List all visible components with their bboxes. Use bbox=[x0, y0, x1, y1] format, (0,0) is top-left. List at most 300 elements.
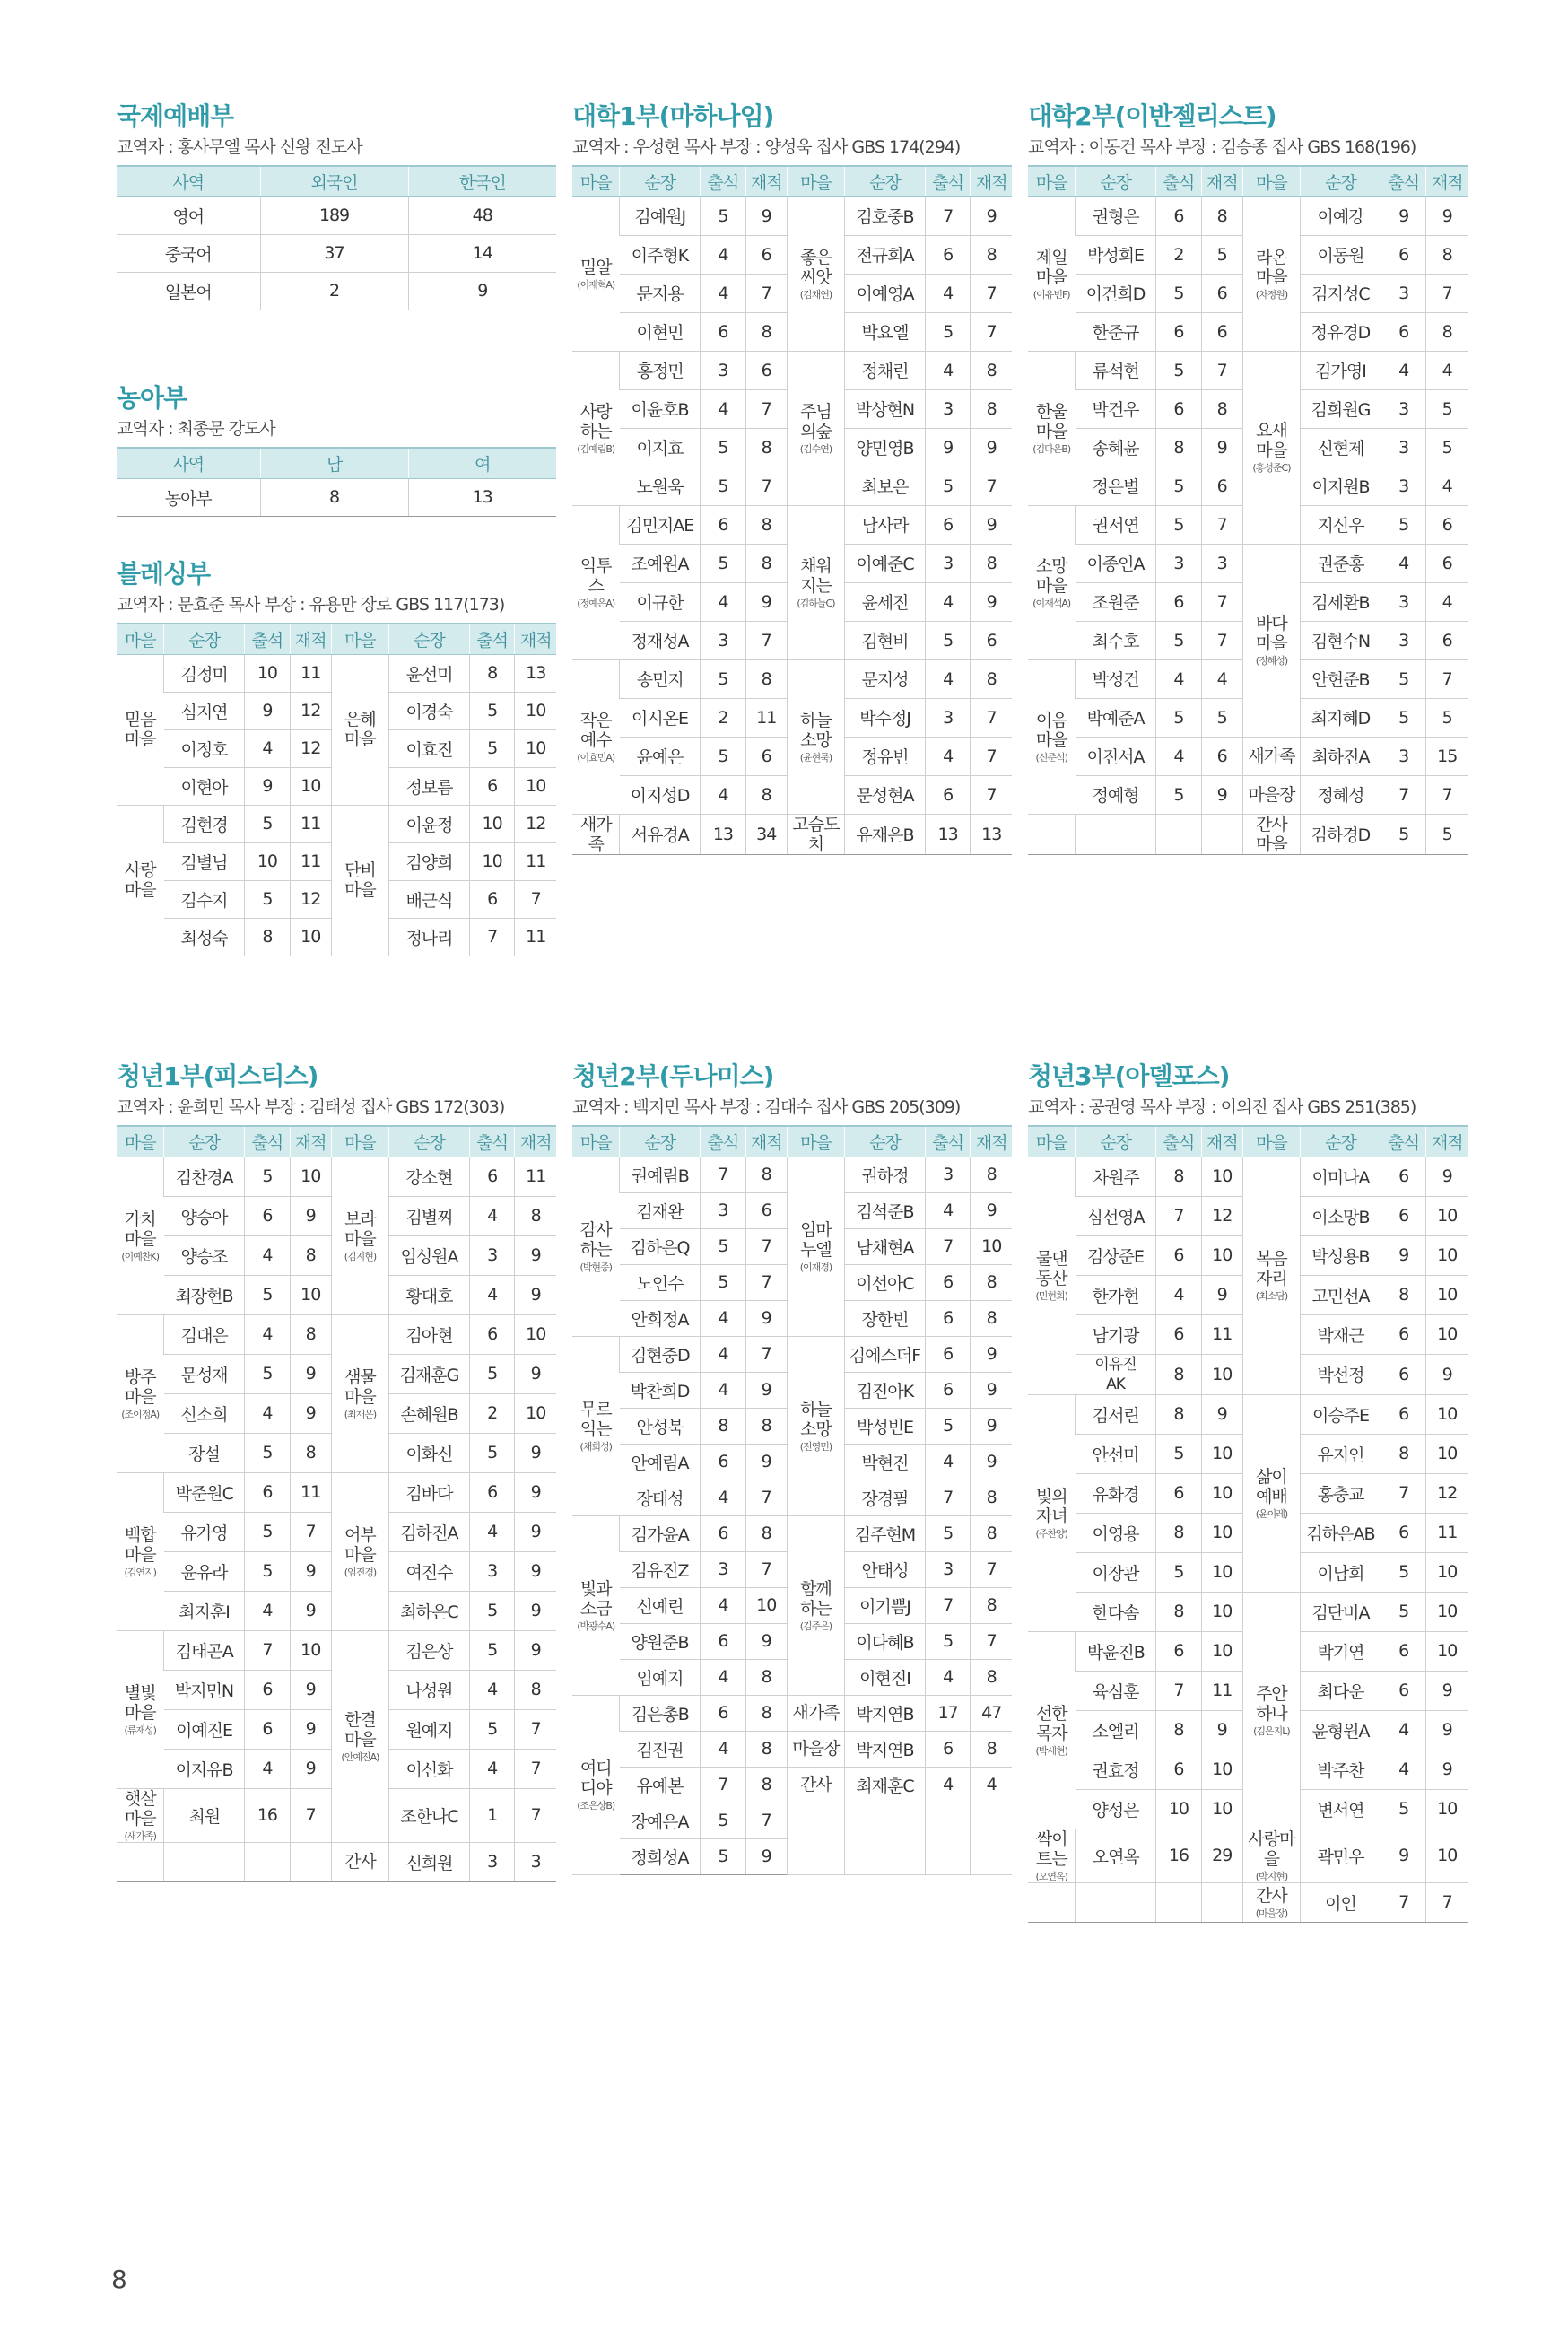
attendance-count: 6 bbox=[1381, 1394, 1426, 1434]
table-row bbox=[117, 1157, 556, 1196]
attendance-count: 4 bbox=[701, 775, 746, 814]
enrollment-count: 9 bbox=[1426, 196, 1468, 235]
column-header: 순장 bbox=[1076, 1126, 1156, 1157]
enrollment-count: 8 bbox=[745, 1731, 787, 1767]
leader-name: 장태성 bbox=[620, 1480, 701, 1515]
attendance-count: 8 bbox=[1381, 1434, 1426, 1473]
table-row bbox=[1028, 196, 1468, 235]
village-leader: (류재성) bbox=[124, 1724, 156, 1736]
enrollment-count: 7 bbox=[745, 1803, 787, 1838]
village-name: 소망 마을 bbox=[1035, 555, 1067, 596]
attendance-count: 4 bbox=[925, 659, 971, 698]
leader-name: 송민지 bbox=[620, 659, 701, 698]
village-name: 간사 bbox=[1256, 1885, 1287, 1906]
attendance-count: 5 bbox=[701, 1803, 746, 1838]
leader-name: 권서연 bbox=[1076, 505, 1156, 544]
village-cell bbox=[1028, 1631, 1076, 1829]
attendance-count: 5 bbox=[701, 659, 746, 698]
leader-name: 박성건 bbox=[1076, 659, 1156, 698]
enrollment-count: 9 bbox=[290, 1354, 331, 1393]
table-row bbox=[572, 1336, 1012, 1372]
attendance-count: 6 bbox=[469, 1472, 515, 1512]
univ1-section bbox=[572, 99, 1012, 855]
enrollment-count: 8 bbox=[745, 1408, 787, 1444]
column-header: 출석 bbox=[1156, 166, 1202, 196]
leader-name: 양원준B bbox=[620, 1623, 701, 1659]
attendance-count: 4 bbox=[245, 1591, 291, 1630]
enrollment-count: 8 bbox=[745, 1695, 787, 1731]
leader-name: 김서린 bbox=[1076, 1394, 1156, 1434]
enrollment-count: 10 bbox=[515, 729, 556, 767]
attendance-count: 4 bbox=[925, 737, 971, 775]
attendance-count: 8 bbox=[245, 918, 291, 956]
leader-name: 박요엘 bbox=[845, 312, 926, 351]
leader-name: 이현진I bbox=[845, 1659, 926, 1695]
column-header: 순장 bbox=[620, 1126, 701, 1157]
leader-name: 안성북 bbox=[620, 1408, 701, 1444]
leader-name: 이예강 bbox=[1301, 196, 1381, 235]
enrollment-count: 7 bbox=[745, 621, 787, 659]
univ1-table bbox=[572, 165, 1012, 855]
enrollment-count: 10 bbox=[1426, 1394, 1468, 1434]
leader-name: 조한나C bbox=[389, 1788, 470, 1842]
attendance-count: 5 bbox=[1156, 698, 1202, 737]
village-name: 라온 마을 bbox=[1256, 247, 1287, 287]
village-cell bbox=[331, 1314, 388, 1472]
village-cell bbox=[572, 1157, 620, 1336]
empty-cell bbox=[1156, 1882, 1202, 1922]
village-cell bbox=[117, 1472, 164, 1630]
enrollment-count: 9 bbox=[1201, 428, 1242, 467]
attendance-count: 5 bbox=[925, 621, 971, 659]
village-cell bbox=[572, 505, 620, 659]
leader-name: 박윤진B bbox=[1076, 1631, 1156, 1671]
attendance-count: 6 bbox=[701, 312, 746, 351]
attendance-count: 4 bbox=[701, 1336, 746, 1372]
section-title: 청년2부(두나미스) bbox=[572, 1061, 774, 1091]
leader-name: 윤형원A bbox=[1301, 1710, 1381, 1750]
enrollment-count: 9 bbox=[515, 1433, 556, 1472]
village-cell bbox=[117, 1314, 164, 1472]
enrollment-count: 10 bbox=[1426, 1829, 1468, 1882]
village-name: 간사 bbox=[800, 1775, 832, 1794]
village-leader: (김주은) bbox=[799, 1619, 832, 1632]
village-leader: (조이정A) bbox=[121, 1408, 160, 1420]
leader-name: 문성재 bbox=[164, 1354, 245, 1393]
attendance-count: 5 bbox=[1381, 814, 1426, 854]
enrollment-count: 7 bbox=[1201, 582, 1242, 621]
attendance-count: 10 bbox=[1156, 1789, 1202, 1829]
village-cell bbox=[117, 805, 164, 956]
attendance-count: 8 bbox=[469, 654, 515, 692]
attendance-count: 5 bbox=[1156, 775, 1202, 814]
enrollment-count: 8 bbox=[745, 1515, 787, 1551]
attendance-count: 3 bbox=[469, 1842, 515, 1881]
leader-name: 송혜윤 bbox=[1076, 428, 1156, 467]
village-cell bbox=[1028, 196, 1076, 351]
enrollment-count: 6 bbox=[745, 1192, 787, 1228]
leader-name: 김대은 bbox=[164, 1314, 245, 1354]
attendance-count: 8 bbox=[701, 1408, 746, 1444]
enrollment-count: 9 bbox=[290, 1749, 331, 1788]
leader-name: 이주형K bbox=[620, 235, 701, 274]
attendance-count: 6 bbox=[469, 880, 515, 918]
enrollment-count: 10 bbox=[515, 767, 556, 805]
village-leader: (최재은) bbox=[344, 1408, 377, 1420]
column-header: 마을 bbox=[1242, 1126, 1300, 1157]
section-subtitle: 교역자 : 문효준 목사 부장 : 유용만 장로 GBS 117(173) bbox=[117, 595, 505, 615]
attendance-count: 5 bbox=[925, 1623, 971, 1659]
village-name: 새가족 bbox=[1248, 746, 1295, 766]
leader-name: 김양희 bbox=[389, 842, 470, 880]
leader-name: 안현준B bbox=[1301, 659, 1381, 698]
column-header: 재적 bbox=[1201, 1126, 1242, 1157]
enrollment-count: 4 bbox=[1426, 351, 1468, 389]
leader-name: 박지연B bbox=[845, 1695, 926, 1731]
village-leader: (박지현) bbox=[1255, 1870, 1288, 1882]
youth3-table bbox=[1028, 1125, 1468, 1923]
village-cell bbox=[787, 505, 844, 659]
attendance-count: 13 bbox=[701, 814, 746, 854]
column-header: 재적 bbox=[745, 1126, 787, 1157]
village-name: 백합 마을 bbox=[124, 1524, 156, 1565]
leader-name: 이지성D bbox=[620, 775, 701, 814]
leader-name: 차원주 bbox=[1076, 1157, 1156, 1196]
leader-name: 이동원 bbox=[1301, 235, 1381, 274]
attendance-count: 8 bbox=[1156, 1354, 1202, 1394]
attendance-count: 1 bbox=[469, 1788, 515, 1842]
attendance-count: 4 bbox=[1381, 1710, 1426, 1750]
table-cell: 13 bbox=[408, 478, 556, 516]
attendance-count: 4 bbox=[701, 1659, 746, 1695]
enrollment-count: 10 bbox=[1201, 1473, 1242, 1513]
enrollment-count: 9 bbox=[515, 1591, 556, 1630]
section-title: 국제예배부 bbox=[117, 101, 234, 131]
enrollment-count: 8 bbox=[745, 659, 787, 698]
enrollment-count: 4 bbox=[971, 1767, 1012, 1803]
village-name: 빛과 소금 bbox=[579, 1578, 612, 1619]
enrollment-count: 9 bbox=[515, 1275, 556, 1314]
attendance-count: 3 bbox=[1381, 621, 1426, 659]
column-header: 출석 bbox=[701, 1126, 746, 1157]
enrollment-count: 10 bbox=[290, 767, 331, 805]
attendance-count: 7 bbox=[1381, 1882, 1426, 1922]
enrollment-count: 10 bbox=[515, 1393, 556, 1433]
section-subtitle: 교역자 : 이동건 목사 부장 : 김승종 집사 GBS 168(196) bbox=[1028, 137, 1416, 157]
village-leader: (전영민) bbox=[799, 1440, 832, 1453]
village-cell bbox=[117, 1788, 164, 1842]
leader-name: 최다운 bbox=[1301, 1671, 1381, 1710]
column-header: 출석 bbox=[245, 624, 291, 654]
leader-name: 이현아 bbox=[164, 767, 245, 805]
leader-name: 전규희A bbox=[845, 235, 926, 274]
attendance-count: 4 bbox=[245, 1749, 291, 1788]
leader-name: 류석현 bbox=[1076, 351, 1156, 389]
enrollment-count: 4 bbox=[1201, 659, 1242, 698]
village-cell bbox=[331, 654, 388, 805]
village-name: 보라 마을 bbox=[344, 1209, 376, 1249]
table-row bbox=[572, 1731, 1012, 1767]
enrollment-count: 9 bbox=[971, 582, 1012, 621]
attendance-count: 4 bbox=[1381, 1750, 1426, 1789]
leader-name: 홍충교 bbox=[1301, 1473, 1381, 1513]
leader-name: 변서연 bbox=[1301, 1789, 1381, 1829]
attendance-count: 8 bbox=[1156, 428, 1202, 467]
village-name: 은혜 마을 bbox=[344, 710, 376, 749]
attendance-count: 3 bbox=[925, 1551, 971, 1587]
leader-name: 김재훈G bbox=[389, 1354, 470, 1393]
enrollment-count: 8 bbox=[745, 1157, 787, 1192]
leader-name: 여진수 bbox=[389, 1551, 470, 1591]
leader-name: 유가영 bbox=[164, 1512, 245, 1551]
village-leader: (오연옥) bbox=[1035, 1870, 1067, 1882]
leader-name: 장예은A bbox=[620, 1803, 701, 1838]
column-header: 출석 bbox=[701, 166, 746, 196]
enrollment-count: 10 bbox=[290, 1275, 331, 1314]
enrollment-count: 8 bbox=[745, 428, 787, 467]
attendance-count: 5 bbox=[1381, 1789, 1426, 1829]
enrollment-count: 5 bbox=[1201, 698, 1242, 737]
table-cell: 농아부 bbox=[117, 478, 260, 516]
attendance-count: 3 bbox=[701, 1551, 746, 1587]
header-row bbox=[572, 1126, 1012, 1157]
attendance-count: 5 bbox=[1156, 505, 1202, 544]
leader-name: 장한빈 bbox=[845, 1300, 926, 1336]
attendance-count: 4 bbox=[701, 235, 746, 274]
enrollment-count: 8 bbox=[971, 659, 1012, 698]
village-name: 어부 마을 bbox=[344, 1524, 376, 1565]
enrollment-count: 47 bbox=[971, 1695, 1012, 1731]
leader-name: 김현비 bbox=[845, 621, 926, 659]
attendance-count: 16 bbox=[245, 1788, 291, 1842]
leader-name: 박건우 bbox=[1076, 389, 1156, 428]
village-name: 하늘 소망 bbox=[800, 710, 832, 750]
empty-cell bbox=[1076, 1882, 1156, 1922]
empty-cell bbox=[1028, 814, 1076, 854]
leader-name: 박지연B bbox=[845, 1731, 926, 1767]
enrollment-count: 12 bbox=[1201, 1196, 1242, 1235]
attendance-count: 2 bbox=[701, 698, 746, 737]
village-name: 햇살 마을 bbox=[124, 1788, 156, 1829]
leader-name: 양민영B bbox=[845, 428, 926, 467]
attendance-count: 8 bbox=[1156, 1157, 1202, 1196]
enrollment-count: 10 bbox=[1201, 1513, 1242, 1552]
table-row bbox=[572, 1803, 1012, 1838]
enrollment-count: 8 bbox=[971, 544, 1012, 582]
attendance-count: 6 bbox=[925, 1372, 971, 1408]
village-leader: (채희성) bbox=[579, 1440, 612, 1453]
enrollment-count: 10 bbox=[1426, 1314, 1468, 1354]
leader-name: 임예지 bbox=[620, 1659, 701, 1695]
column-header: 마을 bbox=[787, 166, 844, 196]
enrollment-count: 8 bbox=[745, 1659, 787, 1695]
village-leader: (임진경) bbox=[344, 1566, 377, 1578]
village-leader: (김수연) bbox=[799, 442, 832, 455]
header-row bbox=[117, 624, 556, 654]
leader-name: 정유경D bbox=[1301, 312, 1381, 351]
leader-name: 강소현 bbox=[389, 1157, 470, 1196]
leader-name: 김현수N bbox=[1301, 621, 1381, 659]
enrollment-count: 6 bbox=[745, 235, 787, 274]
deaf-section bbox=[117, 380, 556, 517]
attendance-count: 5 bbox=[701, 428, 746, 467]
enrollment-count: 10 bbox=[1426, 1235, 1468, 1275]
village-leader: (김연지) bbox=[124, 1566, 156, 1578]
enrollment-count: 10 bbox=[1201, 1354, 1242, 1394]
enrollment-count: 11 bbox=[1426, 1513, 1468, 1552]
leader-name: 윤예은 bbox=[620, 737, 701, 775]
leader-name: 이승주E bbox=[1301, 1394, 1381, 1434]
attendance-count: 6 bbox=[1381, 1631, 1426, 1671]
table-cell: 2 bbox=[260, 272, 408, 310]
leader-name: 김태곤A bbox=[164, 1630, 245, 1670]
univ2-table bbox=[1028, 165, 1468, 855]
leader-name: 안희정A bbox=[620, 1300, 701, 1336]
leader-name: 권효정 bbox=[1076, 1750, 1156, 1789]
enrollment-count: 9 bbox=[745, 1444, 787, 1480]
attendance-count: 7 bbox=[1156, 1671, 1202, 1710]
village-cell bbox=[787, 1731, 844, 1767]
village-name: 삶이 예배 bbox=[1256, 1466, 1287, 1506]
column-header: 마을 bbox=[572, 166, 620, 196]
enrollment-count: 9 bbox=[290, 1196, 331, 1235]
empty-cell bbox=[1156, 814, 1202, 854]
empty-cell bbox=[290, 1842, 331, 1881]
youth3-section bbox=[1028, 1059, 1468, 1923]
leader-name: 정은별 bbox=[1076, 467, 1156, 505]
column-header: 출석 bbox=[925, 1126, 971, 1157]
leader-name: 최보은 bbox=[845, 467, 926, 505]
column-header: 순장 bbox=[389, 624, 470, 654]
attendance-count: 5 bbox=[701, 196, 746, 235]
table-row bbox=[572, 1157, 1012, 1192]
enrollment-count: 4 bbox=[1426, 582, 1468, 621]
enrollment-count: 8 bbox=[971, 1515, 1012, 1551]
attendance-count: 7 bbox=[925, 196, 971, 235]
header-row bbox=[117, 448, 556, 478]
attendance-count: 6 bbox=[701, 1623, 746, 1659]
leader-name: 김찬경A bbox=[164, 1157, 245, 1196]
village-name: 여디 디야 bbox=[579, 1758, 612, 1798]
intl-table bbox=[117, 165, 556, 310]
section-subtitle: 교역자 : 윤희민 목사 부장 : 김태성 집사 GBS 172(303) bbox=[117, 1097, 505, 1117]
leader-name: 박지민N bbox=[164, 1670, 245, 1709]
village-cell bbox=[331, 805, 388, 956]
attendance-count: 5 bbox=[245, 1354, 291, 1393]
enrollment-count: 9 bbox=[1426, 1157, 1468, 1196]
leader-name: 김주현M bbox=[845, 1515, 926, 1551]
village-cell bbox=[331, 1472, 388, 1630]
village-name: 복음 자리 bbox=[1256, 1249, 1287, 1288]
header-row bbox=[1028, 166, 1468, 196]
enrollment-count: 6 bbox=[1201, 274, 1242, 312]
enrollment-count: 6 bbox=[1201, 312, 1242, 351]
table-row bbox=[117, 805, 556, 842]
attendance-count: 3 bbox=[1381, 428, 1426, 467]
leader-name: 이지효 bbox=[620, 428, 701, 467]
village-cell bbox=[1028, 1157, 1076, 1394]
leader-name: 김현경 bbox=[164, 805, 245, 842]
village-name: 새가족 bbox=[792, 1703, 840, 1723]
attendance-count: 5 bbox=[1381, 1592, 1426, 1631]
attendance-count: 3 bbox=[701, 621, 746, 659]
empty-cell bbox=[787, 1803, 844, 1874]
village-cell bbox=[1242, 775, 1300, 814]
village-cell bbox=[1242, 1829, 1300, 1882]
column-header: 순장 bbox=[1301, 166, 1381, 196]
attendance-count: 6 bbox=[1156, 1473, 1202, 1513]
leader-name: 김하진A bbox=[389, 1512, 470, 1551]
village-leader: (김지현) bbox=[344, 1250, 377, 1262]
enrollment-count: 8 bbox=[971, 389, 1012, 428]
enrollment-count: 7 bbox=[1426, 1882, 1468, 1922]
attendance-count: 4 bbox=[469, 1670, 515, 1709]
enrollment-count: 7 bbox=[745, 389, 787, 428]
attendance-count: 5 bbox=[245, 880, 291, 918]
column-header: 재적 bbox=[971, 1126, 1012, 1157]
attendance-count: 6 bbox=[701, 1695, 746, 1731]
leader-name: 김유진Z bbox=[620, 1551, 701, 1587]
leader-name: 신예린 bbox=[620, 1587, 701, 1623]
table-row bbox=[1028, 1882, 1468, 1922]
village-leader: (김채연) bbox=[799, 288, 832, 301]
enrollment-count: 11 bbox=[515, 1157, 556, 1196]
section-title: 청년3부(아델포스) bbox=[1028, 1061, 1230, 1091]
attendance-count: 4 bbox=[925, 1192, 971, 1228]
enrollment-count: 9 bbox=[515, 1630, 556, 1670]
youth1-table bbox=[117, 1125, 556, 1882]
village-leader: (민현희) bbox=[1035, 1290, 1067, 1302]
attendance-count: 5 bbox=[469, 1591, 515, 1630]
column-header: 재적 bbox=[971, 166, 1012, 196]
village-cell bbox=[787, 351, 844, 505]
enrollment-count: 6 bbox=[971, 621, 1012, 659]
leader-name: 노인수 bbox=[620, 1264, 701, 1300]
leader-name: 김진권 bbox=[620, 1731, 701, 1767]
village-cell bbox=[787, 1515, 844, 1695]
village-cell bbox=[1242, 1592, 1300, 1829]
enrollment-count: 9 bbox=[745, 582, 787, 621]
column-header: 출석 bbox=[469, 624, 515, 654]
enrollment-count: 34 bbox=[745, 814, 787, 854]
leader-name: 조원준 bbox=[1076, 582, 1156, 621]
village-name: 익투스 bbox=[579, 555, 612, 596]
attendance-count: 6 bbox=[245, 1709, 291, 1749]
leader-name: 김현중D bbox=[620, 1336, 701, 1372]
enrollment-count: 6 bbox=[745, 737, 787, 775]
attendance-count: 7 bbox=[469, 918, 515, 956]
enrollment-count: 9 bbox=[515, 1472, 556, 1512]
enrollment-count: 10 bbox=[1201, 1750, 1242, 1789]
attendance-count: 6 bbox=[1156, 312, 1202, 351]
section-title: 블레싱부 bbox=[117, 559, 211, 589]
enrollment-count: 11 bbox=[290, 654, 331, 692]
section-title: 농아부 bbox=[117, 383, 187, 413]
column-header: 출석 bbox=[469, 1126, 515, 1157]
leader-name: 이신화 bbox=[389, 1749, 470, 1788]
village-name: 함께 하는 bbox=[800, 1578, 832, 1619]
village-cell bbox=[331, 1842, 388, 1881]
attendance-count: 4 bbox=[1381, 544, 1426, 582]
table-row bbox=[1028, 737, 1468, 775]
table-row bbox=[572, 1767, 1012, 1803]
enrollment-count: 12 bbox=[515, 805, 556, 842]
attendance-count: 6 bbox=[469, 767, 515, 805]
village-name: 사랑마을 bbox=[1248, 1829, 1295, 1869]
village-leader: (차정원) bbox=[1255, 288, 1288, 301]
attendance-count: 5 bbox=[469, 692, 515, 729]
univ2-section bbox=[1028, 99, 1468, 855]
